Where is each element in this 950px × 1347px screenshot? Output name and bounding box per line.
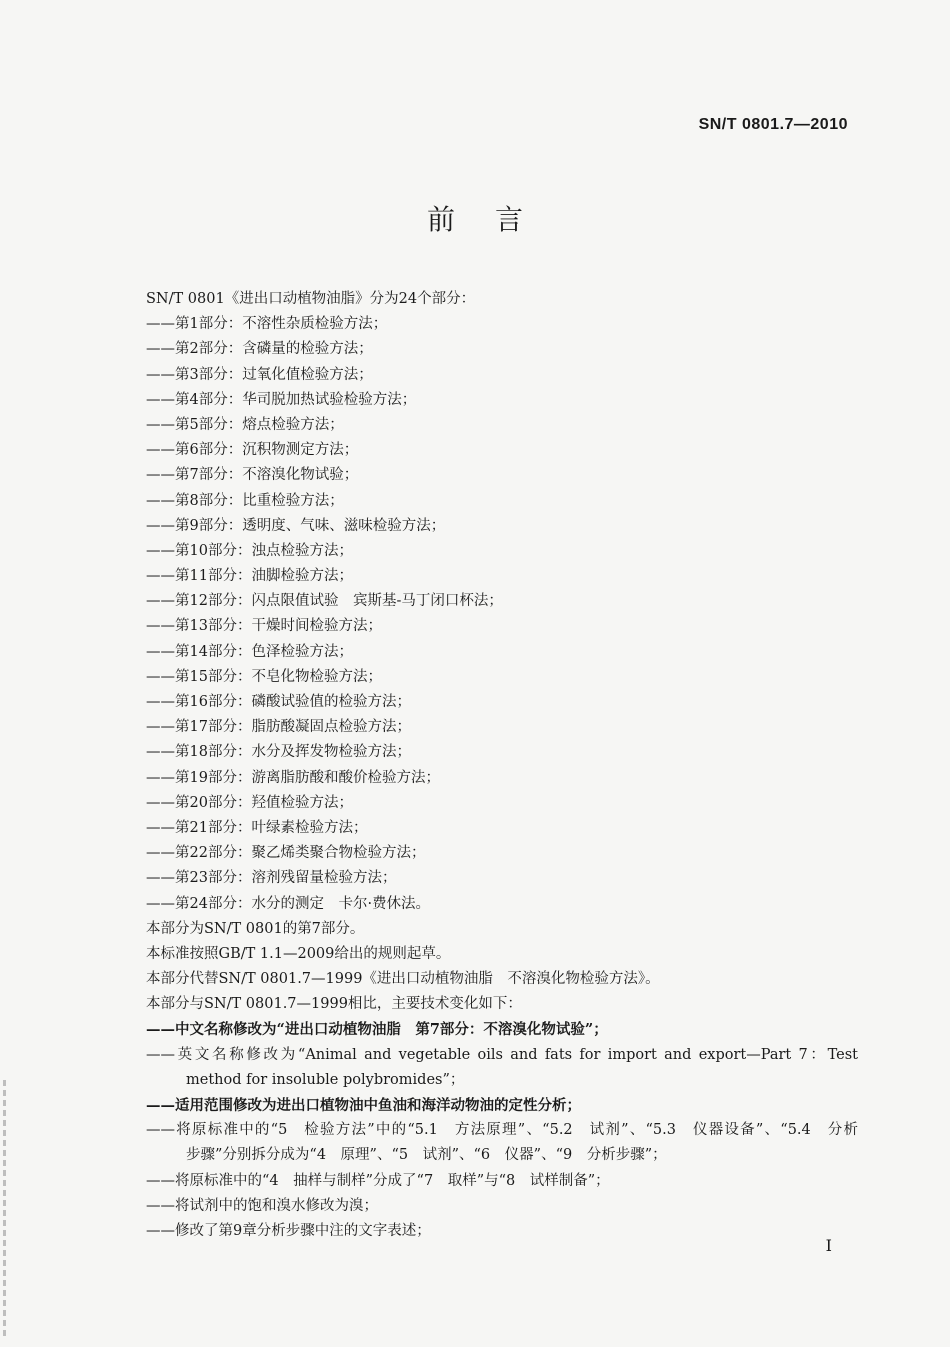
document-body: [146, 287, 858, 1244]
list-item: ——第24部分：水分的测定 卡尔·费休法。: [146, 895, 431, 912]
parts-list: [146, 312, 858, 917]
change-item-restructure-cont: 步骤”分别拆分成为“4 原理”、“5 试剂”、“6 仪器”、“9 分析步骤”；: [186, 1147, 667, 1164]
list-item: ——第8部分：比重检验方法；: [146, 492, 344, 509]
list-item: ——第9部分：透明度、气味、滋味检验方法；: [146, 517, 446, 534]
list-item: ——第18部分：水分及挥发物检验方法；: [146, 744, 411, 761]
statement-part-number: 本部分为SN/T 0801的第7部分。: [146, 920, 365, 937]
change-item-note: ——修改了第9章分析步骤中注的文字表述；: [146, 1222, 431, 1239]
change-item-english-name-cont: method for insoluble polybromides”；: [186, 1071, 465, 1088]
change-item-restructure: ——将原标准中的“5 检验方法”中的“5.1 方法原理”、“5.2 试剂”、“5.3 仪器设备”、“5.4 分析: [146, 1122, 858, 1139]
list-item: ——第11部分：油脚检验方法；: [146, 568, 353, 585]
list-item: ——第7部分：不溶溴化物试验；: [146, 467, 359, 484]
list-item: ——第10部分：浊点检验方法；: [146, 542, 353, 559]
page-title: 前言: [426, 203, 563, 236]
statement-replaces: 本部分代替SN/T 0801.7—1999《进出口动植物油脂 不溶溴化物检验方法》。: [146, 971, 660, 988]
list-item: ——第14部分：色泽检验方法；: [146, 643, 353, 660]
statement-changes-intro: 本部分与SN/T 0801.7—1999相比，主要技术变化如下：: [146, 996, 522, 1013]
list-item: ——第23部分：溶剂残留量检验方法；: [146, 870, 397, 887]
scan-margin-mark: [3, 1080, 6, 1340]
list-item: ——第17部分：脂肪酸凝固点检验方法；: [146, 719, 411, 736]
list-item: ——第3部分：过氧化值检验方法；: [146, 366, 373, 383]
list-item: ——第13部分：干燥时间检验方法；: [146, 618, 382, 635]
changes-list: [146, 1017, 858, 1244]
list-item: ——第21部分：叶绿素检验方法；: [146, 819, 368, 836]
list-item: ——第20部分：羟值检验方法；: [146, 794, 353, 811]
intro-line: SN/T 0801《进出口动植物油脂》分为24个部分：: [146, 291, 476, 307]
change-item-english-name: ——英文名称修改为“Animal and vegetable oils and fats for import and export—Part 7：Test: [146, 1046, 858, 1063]
statement-drafting-rules: 本标准按照GB/T 1.1—2009给出的规则起草。: [146, 945, 451, 962]
standard-code: SN/T 0801.7—2010: [698, 116, 848, 133]
list-item: ——第16部分：磷酸试验值的检验方法；: [146, 694, 411, 710]
change-item-scope: ——适用范围修改为进出口植物油中鱼油和海洋动物油的定性分析；: [146, 1097, 581, 1114]
list-item: ——第2部分：含磷量的检验方法；: [146, 341, 373, 358]
list-item: ——第15部分：不皂化物检验方法；: [146, 668, 382, 685]
change-item-chinese-name: ——中文名称修改为“进出口动植物油脂 第7部分：不溶溴化物试验”；: [146, 1021, 608, 1039]
list-item: ——第22部分：聚乙烯类聚合物检验方法；: [146, 845, 426, 862]
list-item: ——第6部分：沉积物测定方法；: [146, 442, 359, 459]
list-item: ——第4部分：华司脱加热试验检验方法；: [146, 391, 417, 408]
list-item: ——第1部分：不溶性杂质检验方法；: [146, 316, 388, 333]
list-item: ——第19部分：游离脂肪酸和酸价检验方法；: [146, 769, 440, 786]
change-item-sampling: ——将原标准中的“4 抽样与制样”分成了“7 取样”与“8 试样制备”；: [146, 1172, 610, 1189]
change-item-reagent: ——将试剂中的饱和溴水修改为溴；: [146, 1197, 378, 1214]
list-item: ——第12部分：闪点限值试验 宾斯基-马丁闭口杯法；: [146, 593, 503, 610]
list-item: ——第5部分：熔点检验方法；: [146, 416, 344, 433]
page-number: I: [825, 1236, 832, 1255]
